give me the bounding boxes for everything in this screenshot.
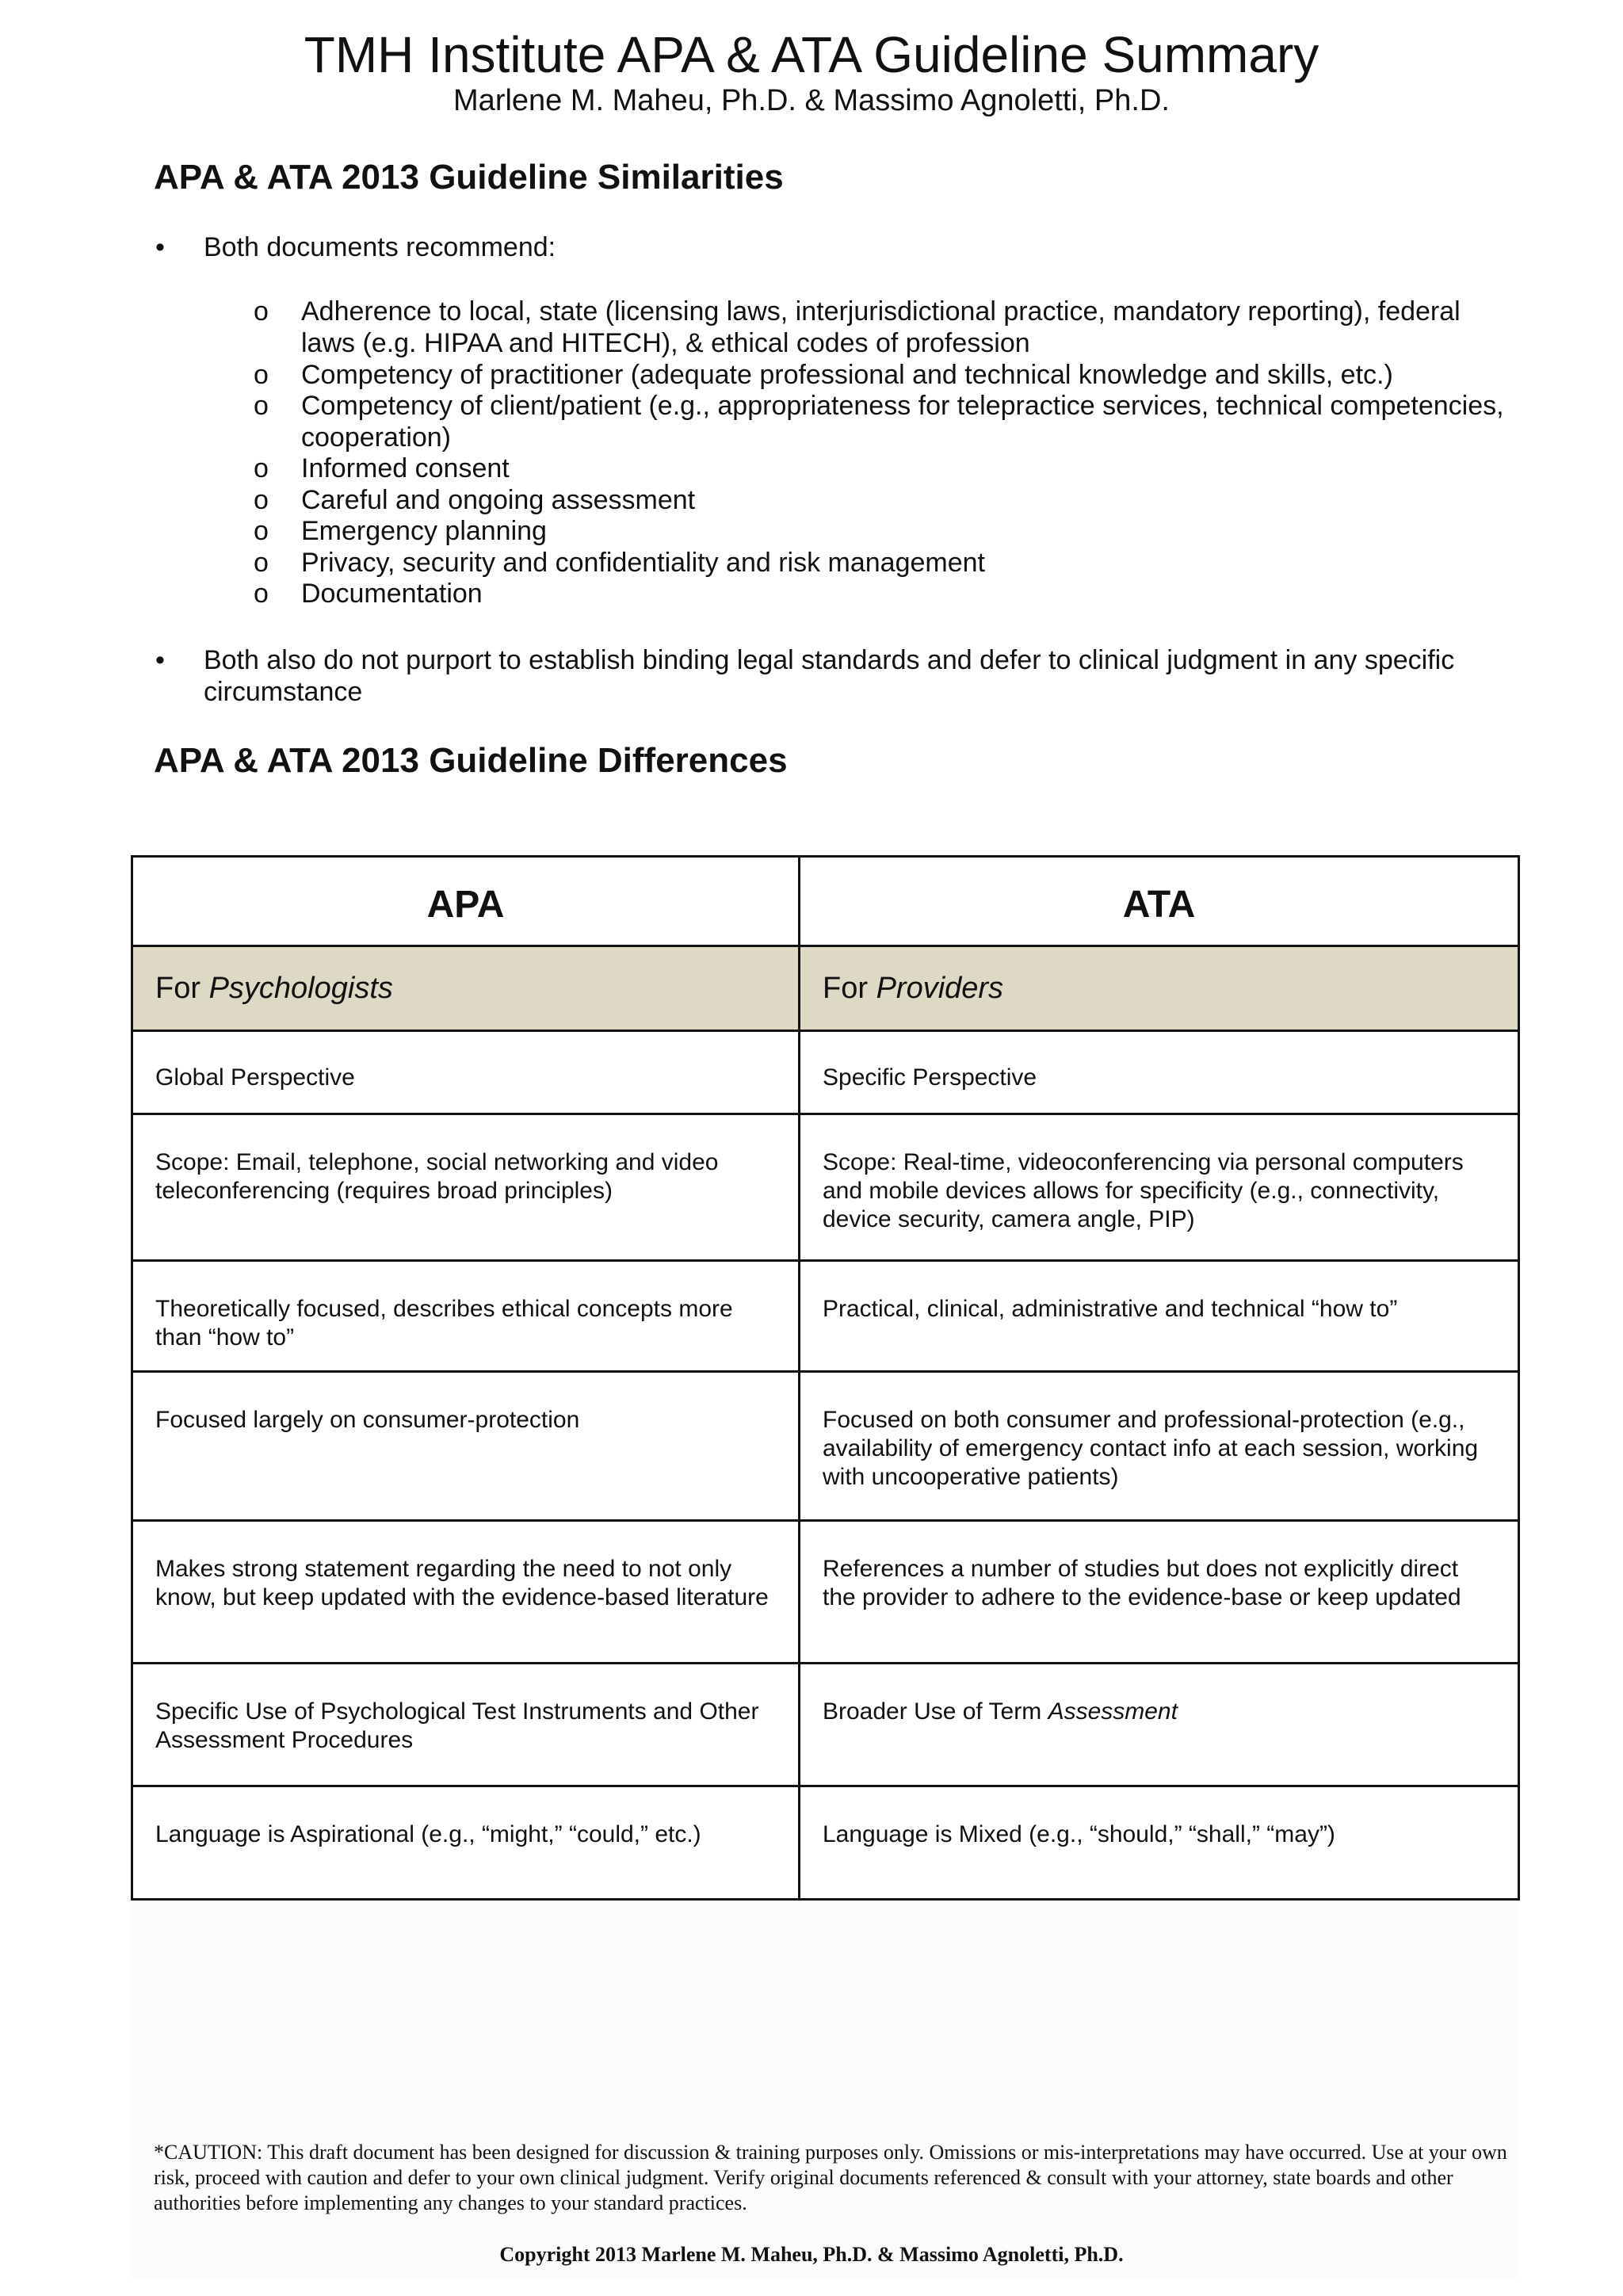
similarities-note: Both also do not purport to establish binding legal standards and defer to clinical judgment in any specific circumstance [204, 645, 1455, 707]
list-item: Adherence to local, state (licensing laws, interjurisdictional practice, mandatory reporting), federal laws (e.g. HIPAA and HITECH), & ethical codes of profession [301, 296, 1461, 358]
audience-ata: For Providers [800, 946, 1519, 1031]
circle-bullet-icon: o [254, 579, 269, 609]
table-cell-apa: Language is Aspirational (e.g., “might,” “could,” etc.) [132, 1786, 800, 1900]
list-item: Emergency planning [301, 516, 547, 546]
circle-bullet-icon: o [254, 360, 269, 390]
list-item: Competency of practitioner (adequate professional and technical knowledge and skills, etc.) [301, 360, 1393, 390]
circle-bullet-icon: o [254, 485, 269, 515]
column-header-ata: ATA [800, 857, 1519, 946]
circle-bullet-icon: o [254, 548, 269, 578]
list-item: Privacy, security and confidentiality and risk management [301, 548, 985, 578]
audience-apa: For Psychologists [132, 946, 800, 1031]
list-item: Careful and ongoing assessment [301, 485, 696, 515]
table-cell-ata: Focused on both consumer and professional-protection (e.g., availability of emergency contact info at each session, working with uncooperative patients) [800, 1372, 1519, 1521]
circle-bullet-icon: o [254, 516, 269, 546]
table-cell-apa: Theoretically focused, describes ethical concepts more than “how to” [132, 1261, 800, 1372]
column-header-apa: APA [132, 857, 800, 946]
table-row [132, 1031, 1519, 1114]
list-item: Informed consent [301, 453, 510, 483]
table-row [132, 1664, 1519, 1786]
table-cell-apa: Scope: Email, telephone, social networking and video teleconferencing (requires broad principles) [132, 1114, 800, 1261]
table-cell-ata: Language is Mixed (e.g., “should,” “shall,” “may”) [800, 1786, 1519, 1900]
table-cell-ata: References a number of studies but does not explicitly direct the provider to adhere to the evidence-base or keep updated [800, 1521, 1519, 1664]
page-authors: Marlene M. Maheu, Ph.D. & Massimo Agnoletti, Ph.D. [453, 84, 1170, 117]
similarities-intro: Both documents recommend: [204, 232, 556, 262]
table-cell-ata: Practical, clinical, administrative and technical “how to” [800, 1261, 1519, 1372]
table-cell-apa: Specific Use of Psychological Test Instruments and Other Assessment Procedures [132, 1664, 800, 1786]
table-row [132, 1261, 1519, 1372]
table-cell-ata: Scope: Real-time, videoconferencing via personal computers and mobile devices allows for specificity (e.g., connectivity, device security, camera angle, PIP) [800, 1114, 1519, 1261]
differences-table [131, 855, 1520, 1901]
list-item: Documentation [301, 579, 483, 609]
circle-bullet-icon: o [254, 296, 269, 327]
list-item: Competency of client/patient (e.g., appropriateness for telepractice services, technical competencies, cooperation) [301, 391, 1504, 453]
circle-bullet-icon: o [254, 391, 269, 421]
table-row [132, 1372, 1519, 1521]
circle-bullet-icon: o [254, 453, 269, 483]
bullet-icon: • [155, 645, 165, 675]
table-cell-ata: Specific Perspective [800, 1031, 1519, 1114]
table-row [132, 1521, 1519, 1664]
table-cell-ata: Broader Use of Term Assessment [800, 1664, 1519, 1786]
table-cell-apa: Global Perspective [132, 1031, 800, 1114]
table-header-row [132, 857, 1519, 946]
table-row [132, 1114, 1519, 1261]
footer-shade [131, 1898, 1518, 2279]
table-cell-apa: Makes strong statement regarding the need to not only know, but keep updated with the evidence-based literature [132, 1521, 800, 1664]
table-row [132, 1786, 1519, 1900]
differences-heading: APA & ATA 2013 Guideline Differences [154, 741, 788, 780]
table-cell-apa: Focused largely on consumer-protection [132, 1372, 800, 1521]
page-title: TMH Institute APA & ATA Guideline Summary [304, 26, 1319, 83]
similarities-heading: APA & ATA 2013 Guideline Similarities [154, 158, 784, 197]
bullet-icon: • [155, 232, 165, 262]
table-subheader-row [132, 946, 1519, 1031]
caution-note: *CAUTION: This draft document has been designed for discussion & training purposes only. Omissions or mis-interpretations may have occurred. Use at your own risk, proceed with caution and defer to your own clinical judgment. Verify original documents referenced & consult with your attorney, state boards and other authorities before implementing any changes to your standard practices. [154, 2141, 1507, 2214]
copyright: Copyright 2013 Marlene M. Maheu, Ph.D. & Massimo Agnoletti, Ph.D. [499, 2243, 1124, 2266]
